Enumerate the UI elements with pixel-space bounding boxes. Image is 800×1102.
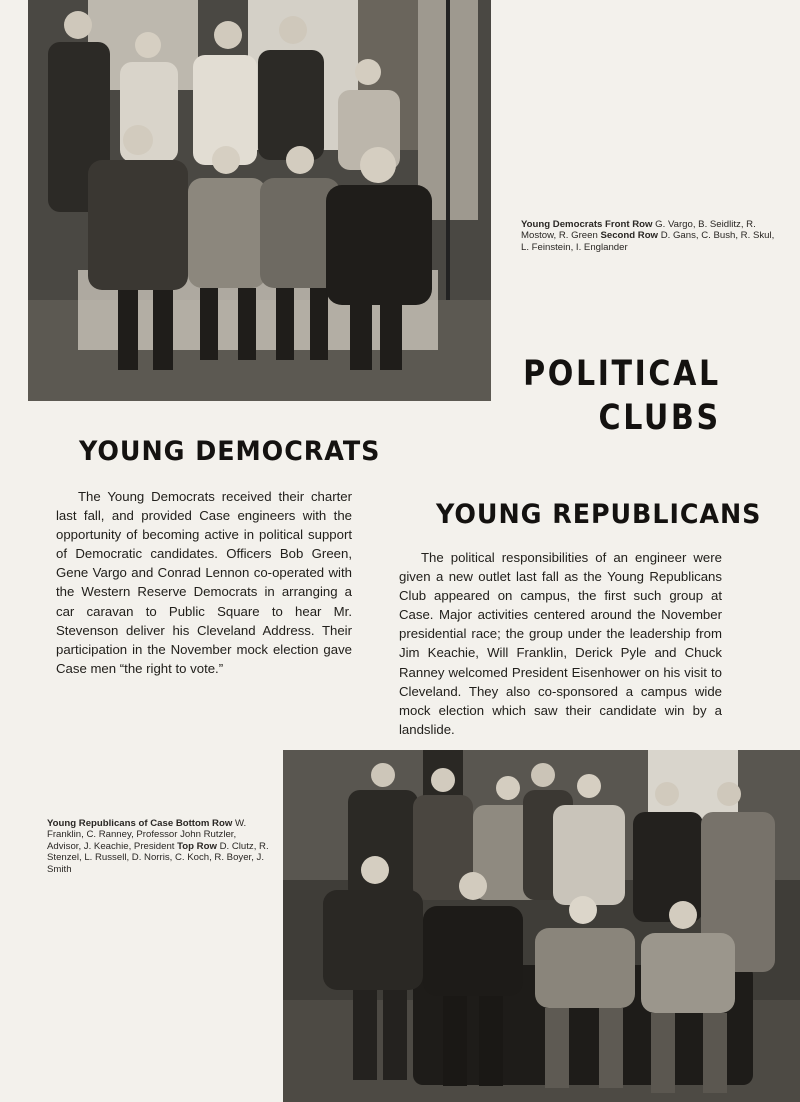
caption-front-row-label: Young Democrats Front Row bbox=[521, 219, 653, 230]
caption-bottom-row-label: Young Republicans of Case Bottom Row bbox=[47, 818, 233, 829]
young-republicans-body: The political responsibilities of an engineer were given a new outlet last fall as the Young Republicans Club appeared on campus, the first such group at Case. Major activities centered around the November presidential race; the group under the leadership from Jim Keachie, Will Franklin, Derick Pyle and Chuck Ranney welcomed President Eisenhower on his visit to Cleveland. They also co-sponsored a campus wide mock election which saw their candidate win by a landslide. bbox=[399, 550, 722, 737]
young-republicans-title: YOUNG REPUBLICANS bbox=[436, 499, 762, 530]
young-republicans-photo bbox=[283, 750, 800, 1102]
caption-top-row-label: Top Row bbox=[177, 840, 217, 852]
young-democrats-photo-illustration bbox=[28, 0, 491, 401]
young-republicans-caption bbox=[47, 818, 269, 875]
young-republicans-photo-illustration bbox=[283, 750, 800, 1102]
page-heading-line-1: POLITICAL bbox=[523, 354, 721, 394]
young-democrats-caption bbox=[521, 219, 781, 253]
page-heading-line-2: CLUBS bbox=[598, 398, 721, 438]
caption-bottom-row-names: W. Franklin, C. Ranney, Professor John Rutzler, Advisor, J. Keachie, President bbox=[47, 818, 247, 852]
caption-second-row-names: D. Gans, C. Bush, R. Skul, L. Feinstein, I. Englander bbox=[521, 230, 775, 253]
young-democrats-title: YOUNG DEMOCRATS bbox=[79, 436, 381, 467]
young-democrats-photo bbox=[28, 0, 491, 401]
young-democrats-body: The Young Democrats received their charter last fall, and provided Case engineers with the opportunity of becoming active in political support of Democratic candidates. Officers Bob Green, Gene Vargo and Conrad Lennon co-operated with the Western Reserve Democrats in arranging a car caravan to Public Square to hear Mr. Stevenson deliver his Cleveland Address. Their participation in the November mock election gave Case men “the right to vote.” bbox=[56, 489, 352, 676]
page-heading bbox=[523, 352, 721, 440]
caption-second-row-label: Second Row bbox=[600, 230, 659, 242]
caption-top-row-names: D. Clutz, R. Stenzel, L. Russell, D. Norris, C. Koch, R. Boyer, J. Smith bbox=[47, 840, 269, 875]
caption-front-row-names: G. Vargo, B. Seidlitz, R. Mostow, R. Green bbox=[521, 219, 756, 242]
